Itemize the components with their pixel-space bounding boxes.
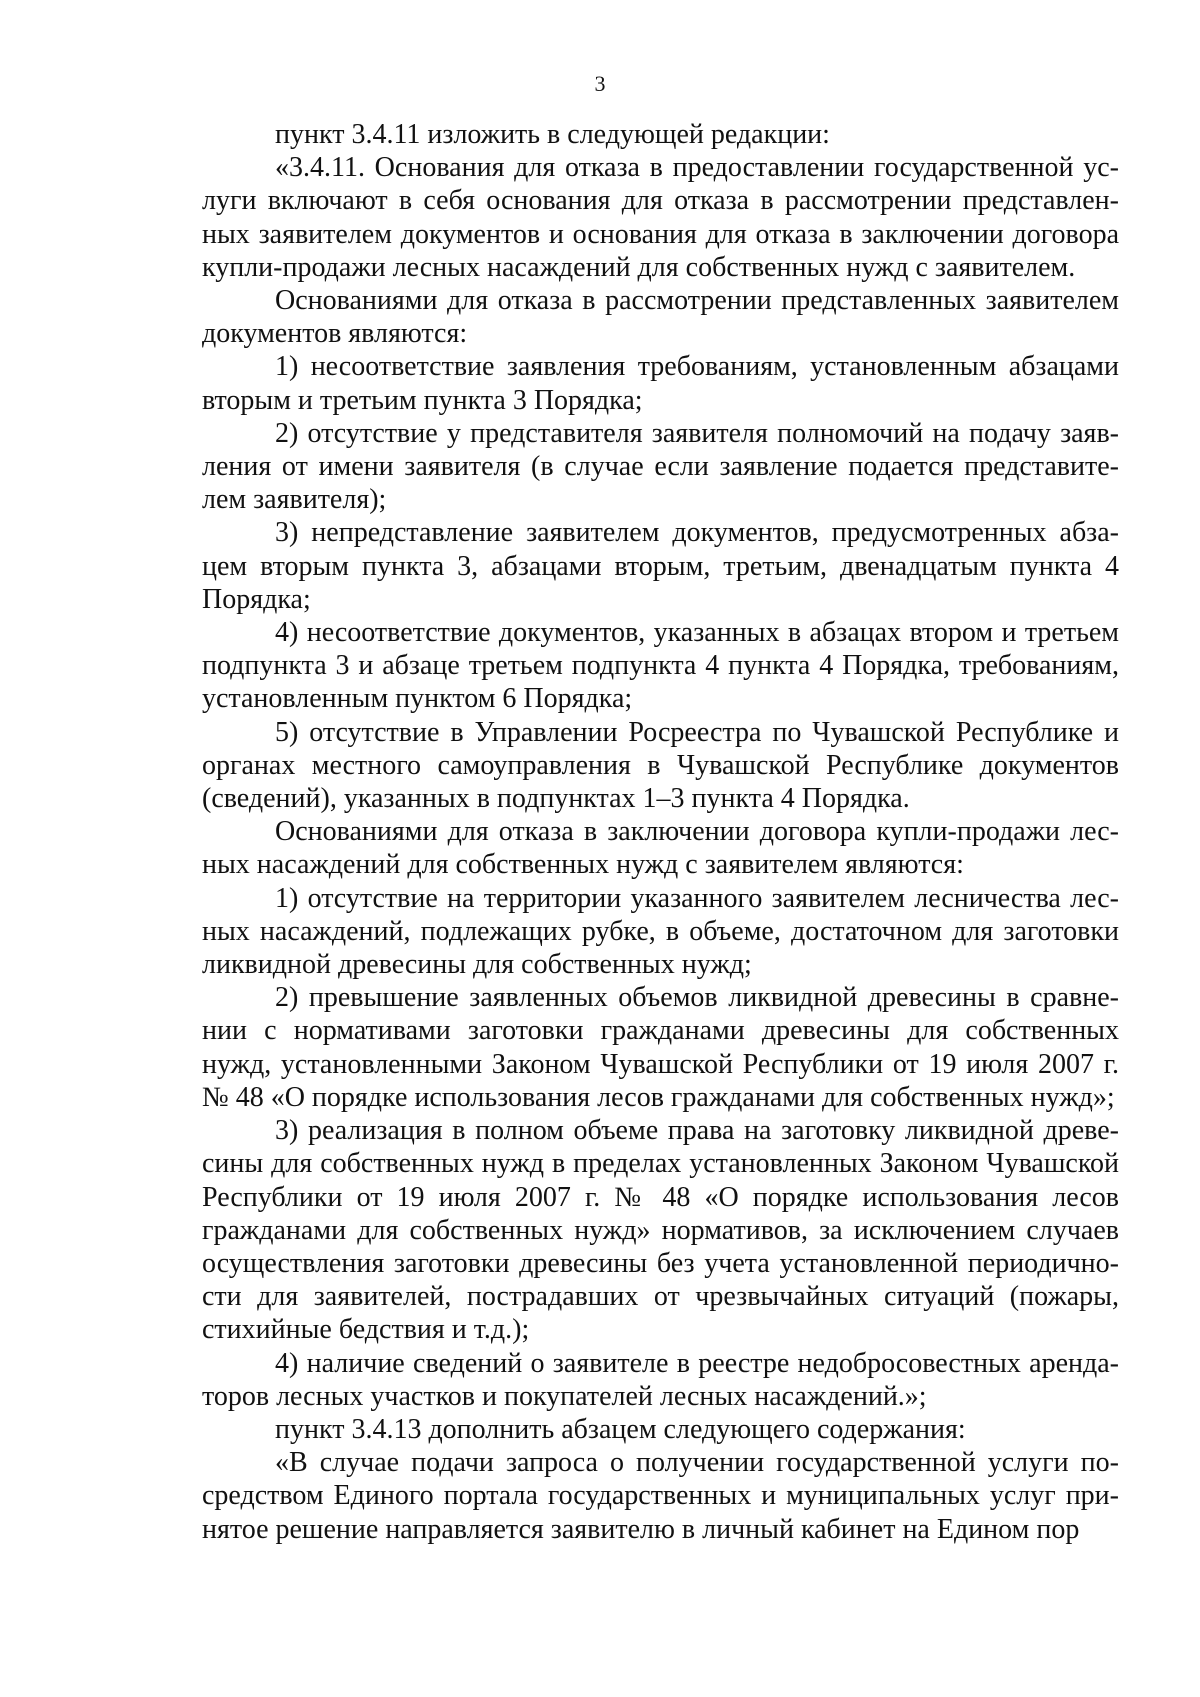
paragraph: Основаниями для отказа в рассмотрении представленных заявителем документов являются: — [202, 285, 1119, 350]
paragraph: пункт 3.4.11 изложить в следующей редакции: — [275, 119, 830, 150]
paragraph: 1) отсутствие на территории указанного заявителем лесничества лесных насаждений, подлежащих рубке, в объеме, достаточном для заготовки ликвидной древесины для собственных нужд; — [202, 882, 1119, 981]
paragraph: 2) отсутствие у представителя заявителя полномочий на подачу заявления от имени заявителя (в случае если заявление подается представителем заявителя); — [202, 417, 1119, 516]
paragraph: 3) непредставление заявителем документов, предусмотренных абзацем вторым пункта 3, абзацами вторым, третьим, двенадцатым пункта 4 Порядка; — [202, 517, 1119, 615]
paragraph: 4) несоответствие документов, указанных в абзацах втором и третьем подпункта 3 и абзаце третьем подпункта 4 пункта 4 Порядка, требованиям, установленным пунктом 6 Порядка; — [202, 617, 1119, 715]
page-number: 3 — [594, 71, 606, 96]
document-body — [202, 118, 1119, 1546]
paragraph: 3) реализация в полном объеме права на заготовку ликвидной древесины для собственных нужд в пределах установленных Законом Чувашской Республики от 19 июля 2007 г. № 48 «О порядке использования лесов гражданами для собственных нужд» нормативов, за исключением случаев осуществления заготовки древесины без учета установленной периодичности для заявителей, пострадавших от чрезвычайных ситуаций (пожары, стихийные бедствия и т.д.); — [202, 1115, 1119, 1346]
paragraph: 2) превышение заявленных объемов ликвидной древесины в сравнении с нормативами заготовки гражданами древесины для собственных нужд, установленными Законом Чувашской Республики от 19 июля 2007 г. № 48 «О порядке использования лесов гражданами для собственных нужд»; — [202, 982, 1119, 1113]
paragraph: 5) отсутствие в Управлении Росреестра по Чувашской Республике и органах местного самоуправления в Чувашской Республике документов (сведений), указанных в подпунктах 1–3 пункта 4 Порядка. — [202, 716, 1119, 815]
paragraph: 4) наличие сведений о заявителе в реестре недобросовестных арендаторов лесных участков и покупателей лесных насаждений.»; — [202, 1347, 1119, 1412]
paragraph: 1) несоответствие заявления требованиям, установленным абзацами вторым и третьим пункта 3 Порядка; — [202, 351, 1119, 416]
paragraph: «В случае подачи запроса о получении государственной услуги посредством Единого портала государственных и муниципальных услуг принятое решение направляется заявителю в личный кабинет на Едином пор — [202, 1447, 1119, 1545]
paragraph: «3.4.11. Основания для отказа в предоставлении государственной услуги включают в себя основания для отказа в рассмотрении представленных заявителем документов и основания для отказа в заключении договора купли-продажи лесных насаждений для собственных нужд с заявителем. — [202, 152, 1119, 283]
paragraph: Основаниями для отказа в заключении договора купли-продажи лесных насаждений для собственных нужд с заявителем являются: — [202, 816, 1119, 881]
paragraph: пункт 3.4.13 дополнить абзацем следующего содержания: — [275, 1413, 966, 1445]
